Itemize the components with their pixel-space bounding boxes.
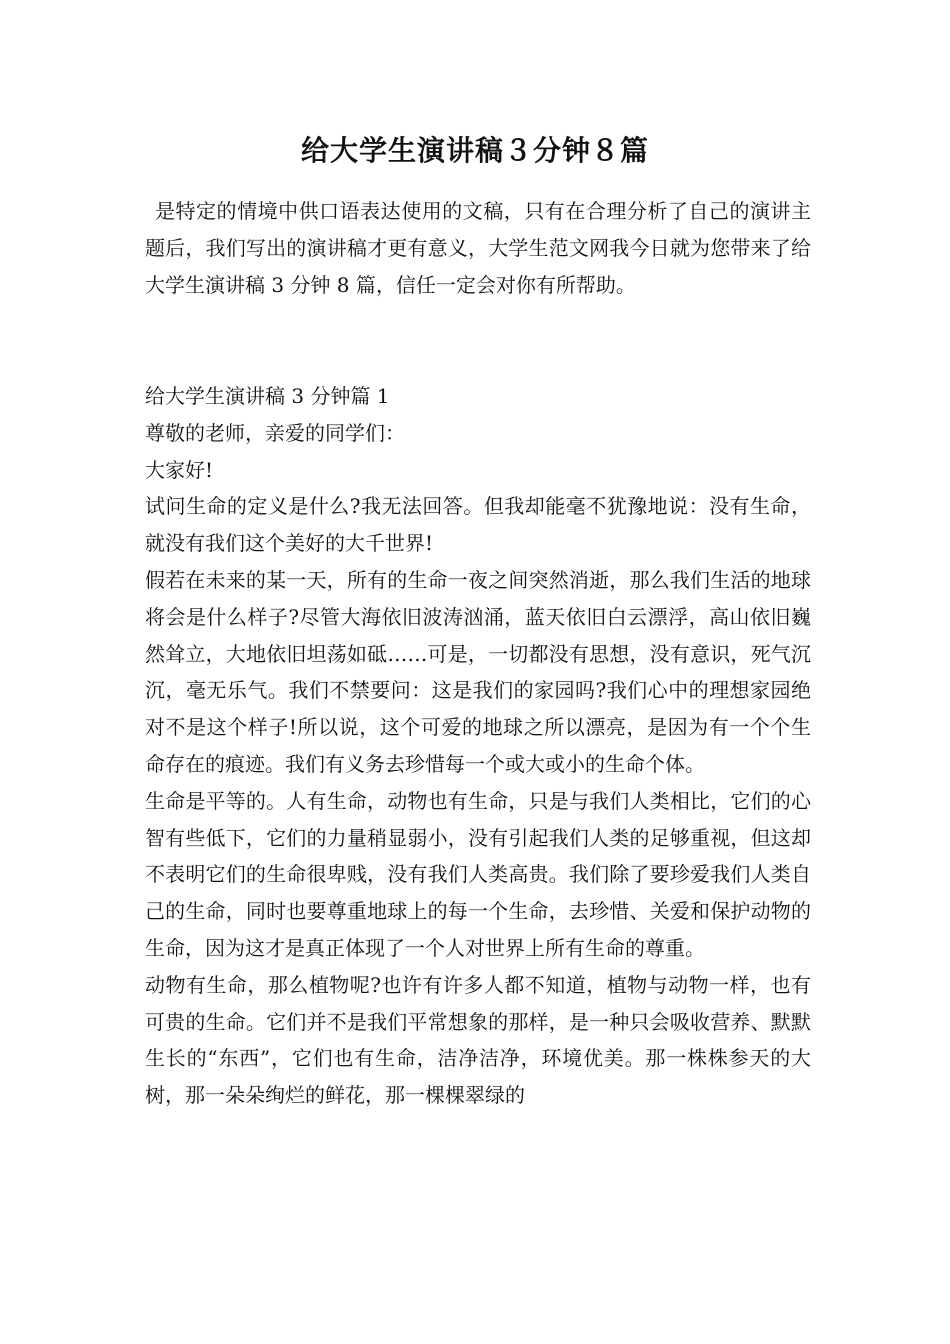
body-paragraph: 假若在未来的某一天，所有的生命一夜之间突然消逝，那么我们生活的地球将会是什么样子?尽管大海依旧波涛汹涌，蓝天依旧白云漂浮，高山依旧巍然耸立，大地依旧坦荡如砥……可是，一切都没有思想，没有意识，死气沉沉，毫无乐气。我们不禁要问：这是我们的家园吗?我们心中的理想家园绝对不是这个样子!所以说，这个可爱的地球之所以漂亮，是因为有一个个生命存在的痕迹。我们有义务去珍惜每一个或大或小的生命个体。 [145,567,811,776]
greeting: 大家好! [145,457,214,482]
document-title: 给大学生演讲稿３分钟８篇 [300,134,649,167]
intro-paragraph: 是特定的情境中供口语表达使用的文稿，只有在合理分析了自己的演讲主题后，我们写出的演讲稿才更有意义，大学生范文网我今日就为您带来了给大学生演讲稿 3 分钟 8 篇，信任一定会对你有所帮助。 [145,199,811,297]
body-paragraph: 生命是平等的。人有生命，动物也有生命，只是与我们人类相比，它们的心智有些低下，它们的力量稍显弱小，没有引起我们人类的足够重视，但这却不表明它们的生命很卑贱，没有我们人类高贵。我们除了要珍爱我们人类自己的生命，同时也要尊重地球上的每一个生命，去珍惜、关爱和保护动物的生命，因为这才是真正体现了一个人对世界上所有生命的尊重。 [145,788,811,960]
article-body [145,378,811,1114]
body-paragraph: 试问生命的定义是什么?我无法回答。但我却能毫不犹豫地说：没有生命，就没有我们这个美好的大千世界! [145,494,811,556]
salutation: 尊敬的老师，亲爱的同学们： [145,420,405,445]
body-paragraph: 动物有生命，那么植物呢?也许有许多人都不知道，植物与动物一样，也有可贵的生命。它们并不是我们平常想象的那样，是一种只会吸收营养、默默生长的“东西”，它们也有生命，洁净洁净，环境优美。那一株株参天的大树，那一朵朵绚烂的鲜花，那一棵棵翠绿的 [145,972,811,1108]
intro-block [145,193,811,303]
section-heading: 给大学生演讲稿 3 分钟篇 1 [145,384,390,408]
